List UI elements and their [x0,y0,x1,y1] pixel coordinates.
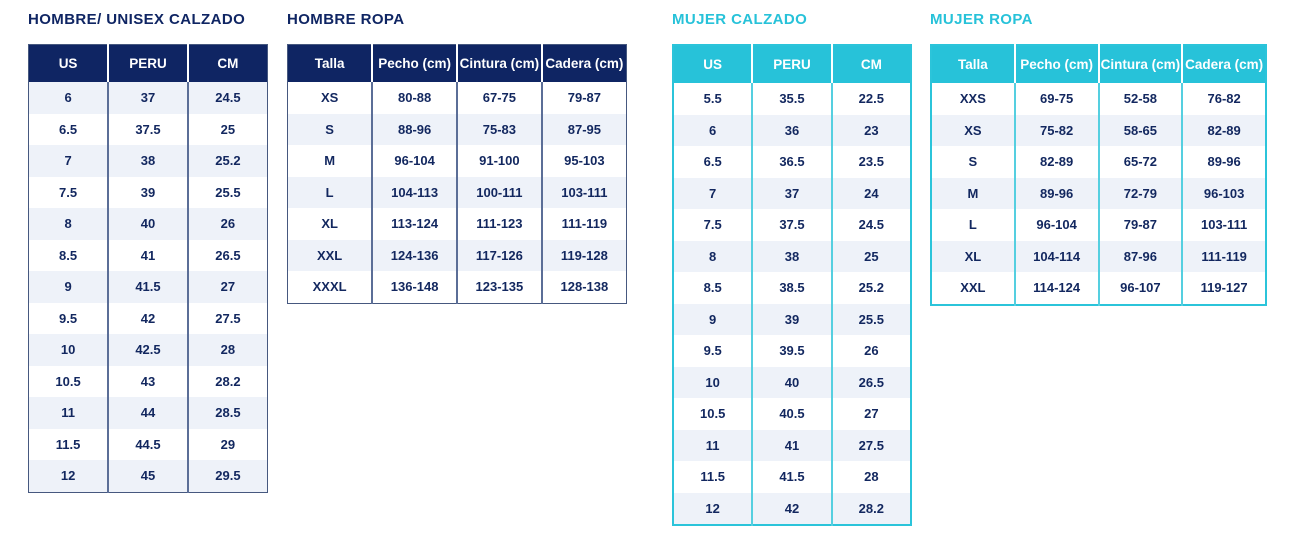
table-cell: XL [964,248,982,264]
column-header: CM [188,45,268,83]
column-header: Cintura (cm) [457,45,542,83]
table-cell: 28.2 [832,493,911,526]
header-row [288,45,627,83]
table-cell: 12 [705,500,720,516]
table-cell: 40 [108,208,188,240]
table-cell: 111-123 [457,208,542,240]
table-cell: 41 [752,430,831,462]
table-row [931,146,1266,178]
column-header: PERU [752,45,831,83]
column-header: Pecho (cm) [372,45,457,83]
table-section-mujer-ropa [930,10,1267,306]
table-cell: 136-148 [372,271,457,303]
table-cell: 69-75 [1015,83,1099,115]
table-cell: 5.5 [703,91,722,107]
table-cell: 52-58 [1099,83,1183,115]
table-row [288,177,627,209]
table-title-hombre-ropa: HOMBRE ROPA [287,11,405,28]
table-cell: 117-126 [457,240,542,272]
table-cell: 40.5 [752,398,831,430]
table-cell: 39 [752,304,831,336]
table-cell: XXL [960,280,986,296]
table-cell: 38 [108,145,188,177]
table-section-hombre-ropa [287,10,627,304]
table-section-hombre-unisex-calzado [28,10,268,493]
table-row [29,366,268,398]
table-cell: 37 [752,178,831,210]
header-row [673,45,911,83]
table-cell: S [325,121,334,137]
column-header: Cadera (cm) [542,45,627,83]
table-cell: 38 [752,241,831,273]
table-row [29,177,268,209]
table-row [29,271,268,303]
table-cell: 25.5 [832,304,911,336]
table-row [673,493,911,526]
table-cell: 11 [705,437,720,453]
table-cell: 10.5 [55,373,81,389]
table-title-mujer-calzado: MUJER CALZADO [672,11,808,28]
table-row [29,240,268,272]
table-cell: 79-87 [1099,209,1183,241]
table-cell: 41.5 [108,271,188,303]
table-cell: 75-82 [1015,115,1099,147]
table-cell: 38.5 [752,272,831,304]
table-cell: 6.5 [59,121,78,137]
table-cell: 45 [108,460,188,492]
table-title-mujer-ropa: MUJER ROPA [930,11,1033,28]
table-cell: 25 [188,114,268,146]
hombre-ropa-size-table [287,44,627,304]
table-cell: 29.5 [188,460,268,492]
mujer-ropa-size-table [930,44,1267,306]
table-cell: 80-88 [372,82,457,114]
table-cell: 82-89 [1182,115,1266,147]
table-row [288,240,627,272]
table-cell: 28.5 [188,397,268,429]
table-row [931,272,1266,305]
hombre-unisex-calzado-size-table [28,44,268,493]
table-cell: 111-119 [542,208,627,240]
table-row [29,460,268,492]
table-row [673,461,911,493]
table-cell: 89-96 [1015,178,1099,210]
table-row [29,114,268,146]
table-cell: 28 [188,334,268,366]
table-row [288,114,627,146]
table-cell: XS [964,122,982,138]
table-cell: 113-124 [372,208,457,240]
table-cell: 8.5 [59,247,78,263]
table-cell: 39 [108,177,188,209]
table-row [673,209,911,241]
table-row [673,178,911,210]
table-cell: 25.5 [188,177,268,209]
table-cell: 11.5 [55,436,81,452]
table-cell: 9 [709,311,717,327]
table-row [673,146,911,178]
table-cell: 104-114 [1015,241,1099,273]
table-cell: 42 [108,303,188,335]
column-header: CM [832,45,911,83]
table-cell: 82-89 [1015,146,1099,178]
table-cell: 88-96 [372,114,457,146]
table-row [288,82,627,114]
table-cell: 27 [832,398,911,430]
table-cell: 25.2 [832,272,911,304]
table-row [29,334,268,366]
table-cell: 100-111 [457,177,542,209]
table-cell: L [325,184,334,200]
table-row [931,83,1266,115]
column-header: Cintura (cm) [1099,45,1183,83]
table-cell: 58-65 [1099,115,1183,147]
header-row [29,45,268,83]
table-row [673,115,911,147]
header-row [931,45,1266,83]
table-cell: 28.2 [188,366,268,398]
column-header: Cadera (cm) [1182,45,1266,83]
table-cell: 12 [60,468,76,484]
table-cell: 7.5 [703,217,722,233]
table-row [29,303,268,335]
table-cell: 7.5 [59,184,78,200]
table-cell: 123-135 [457,271,542,303]
table-cell: 26 [832,335,911,367]
table-cell: 7 [709,185,717,201]
table-cell: 65-72 [1099,146,1183,178]
column-header: US [29,45,109,83]
table-row [29,397,268,429]
table-cell: 37.5 [108,114,188,146]
table-cell: 89-96 [1182,146,1266,178]
table-cell: 8 [64,216,72,232]
table-row [931,241,1266,273]
table-cell: 111-119 [1182,241,1266,273]
table-cell: 76-82 [1182,83,1266,115]
table-cell: 87-95 [542,114,627,146]
table-cell: 40 [752,367,831,399]
table-row [673,272,911,304]
table-cell: 9 [64,279,72,295]
table-cell: 44 [108,397,188,429]
table-cell: 11 [61,405,75,421]
table-cell: 119-128 [542,240,627,272]
table-cell: XXL [316,247,343,263]
table-title-hombre-unisex-calzado: HOMBRE/ UNISEX CALZADO [28,11,246,28]
table-cell: 96-104 [372,145,457,177]
table-cell: 75-83 [457,114,542,146]
table-cell: 26.5 [832,367,911,399]
table-cell: 10.5 [700,406,726,422]
table-cell: M [324,153,336,169]
table-cell: 26.5 [188,240,268,272]
table-cell: 42.5 [108,334,188,366]
column-header: Talla [931,45,1015,83]
table-cell: 26 [188,208,268,240]
table-cell: 29 [188,429,268,461]
table-cell: 25.2 [188,145,268,177]
table-cell: 24 [832,178,911,210]
table-cell: XS [320,90,339,106]
table-cell: 119-127 [1182,272,1266,305]
table-cell: 37.5 [752,209,831,241]
table-cell: 39.5 [752,335,831,367]
table-cell: 6 [64,90,72,106]
table-cell: 96-107 [1099,272,1183,305]
table-row [673,398,911,430]
table-row [673,335,911,367]
table-cell: 8.5 [703,280,722,296]
column-header: PERU [108,45,188,83]
table-cell: 10 [60,342,76,358]
table-row [931,115,1266,147]
table-cell: 41 [108,240,188,272]
table-cell: 28 [832,461,911,493]
table-cell: XXXL [312,279,347,295]
table-cell: 24.5 [188,82,268,114]
table-cell: XL [321,216,338,232]
table-cell: 23.5 [832,146,911,178]
table-cell: 95-103 [542,145,627,177]
table-cell: 43 [108,366,188,398]
table-row [931,209,1266,241]
table-cell: 124-136 [372,240,457,272]
table-cell: 96-104 [1015,209,1099,241]
table-cell: S [968,154,978,170]
table-cell: 103-111 [1182,209,1266,241]
table-cell: 9.5 [703,343,722,359]
table-cell: 41.5 [752,461,831,493]
mujer-calzado-size-table [672,44,912,526]
table-cell: 103-111 [542,177,627,209]
table-cell: 8 [709,248,717,264]
table-row [673,241,911,273]
table-cell: M [967,185,979,201]
table-cell: XXS [959,91,986,107]
table-cell: 104-113 [372,177,457,209]
table-row [288,271,627,303]
table-row [673,430,911,462]
table-cell: 87-96 [1099,241,1183,273]
table-cell: 67-75 [457,82,542,114]
table-row [673,83,911,115]
column-header: Talla [288,45,373,83]
table-cell: 42 [752,493,831,526]
table-cell: 7 [64,153,72,169]
table-cell: 23 [832,115,911,147]
column-header: Pecho (cm) [1015,45,1099,83]
column-header: US [673,45,752,83]
table-cell: 36 [752,115,831,147]
table-cell: 11.5 [700,469,725,485]
table-cell: 9.5 [59,310,78,326]
table-cell: 44.5 [108,429,188,461]
table-cell: 37 [108,82,188,114]
table-cell: 96-103 [1182,178,1266,210]
table-row [673,304,911,336]
table-cell: 6 [709,122,717,138]
table-row [288,208,627,240]
table-row [288,145,627,177]
table-cell: 27.5 [832,430,911,462]
table-cell: 22.5 [832,83,911,115]
table-cell: L [968,217,977,233]
table-cell: 72-79 [1099,178,1183,210]
table-row [673,367,911,399]
table-section-mujer-calzado [672,10,912,526]
table-cell: 25 [832,241,911,273]
table-cell: 35.5 [752,83,831,115]
table-row [29,429,268,461]
table-row [29,82,268,114]
table-cell: 36.5 [752,146,831,178]
table-cell: 6.5 [703,154,722,170]
table-row [931,178,1266,210]
table-cell: 24.5 [832,209,911,241]
table-row [29,145,268,177]
table-cell: 27.5 [188,303,268,335]
table-cell: 10 [705,374,720,390]
table-cell: 114-124 [1015,272,1099,305]
table-cell: 27 [188,271,268,303]
table-row [29,208,268,240]
table-cell: 128-138 [542,271,627,303]
table-cell: 91-100 [457,145,542,177]
table-cell: 79-87 [542,82,627,114]
